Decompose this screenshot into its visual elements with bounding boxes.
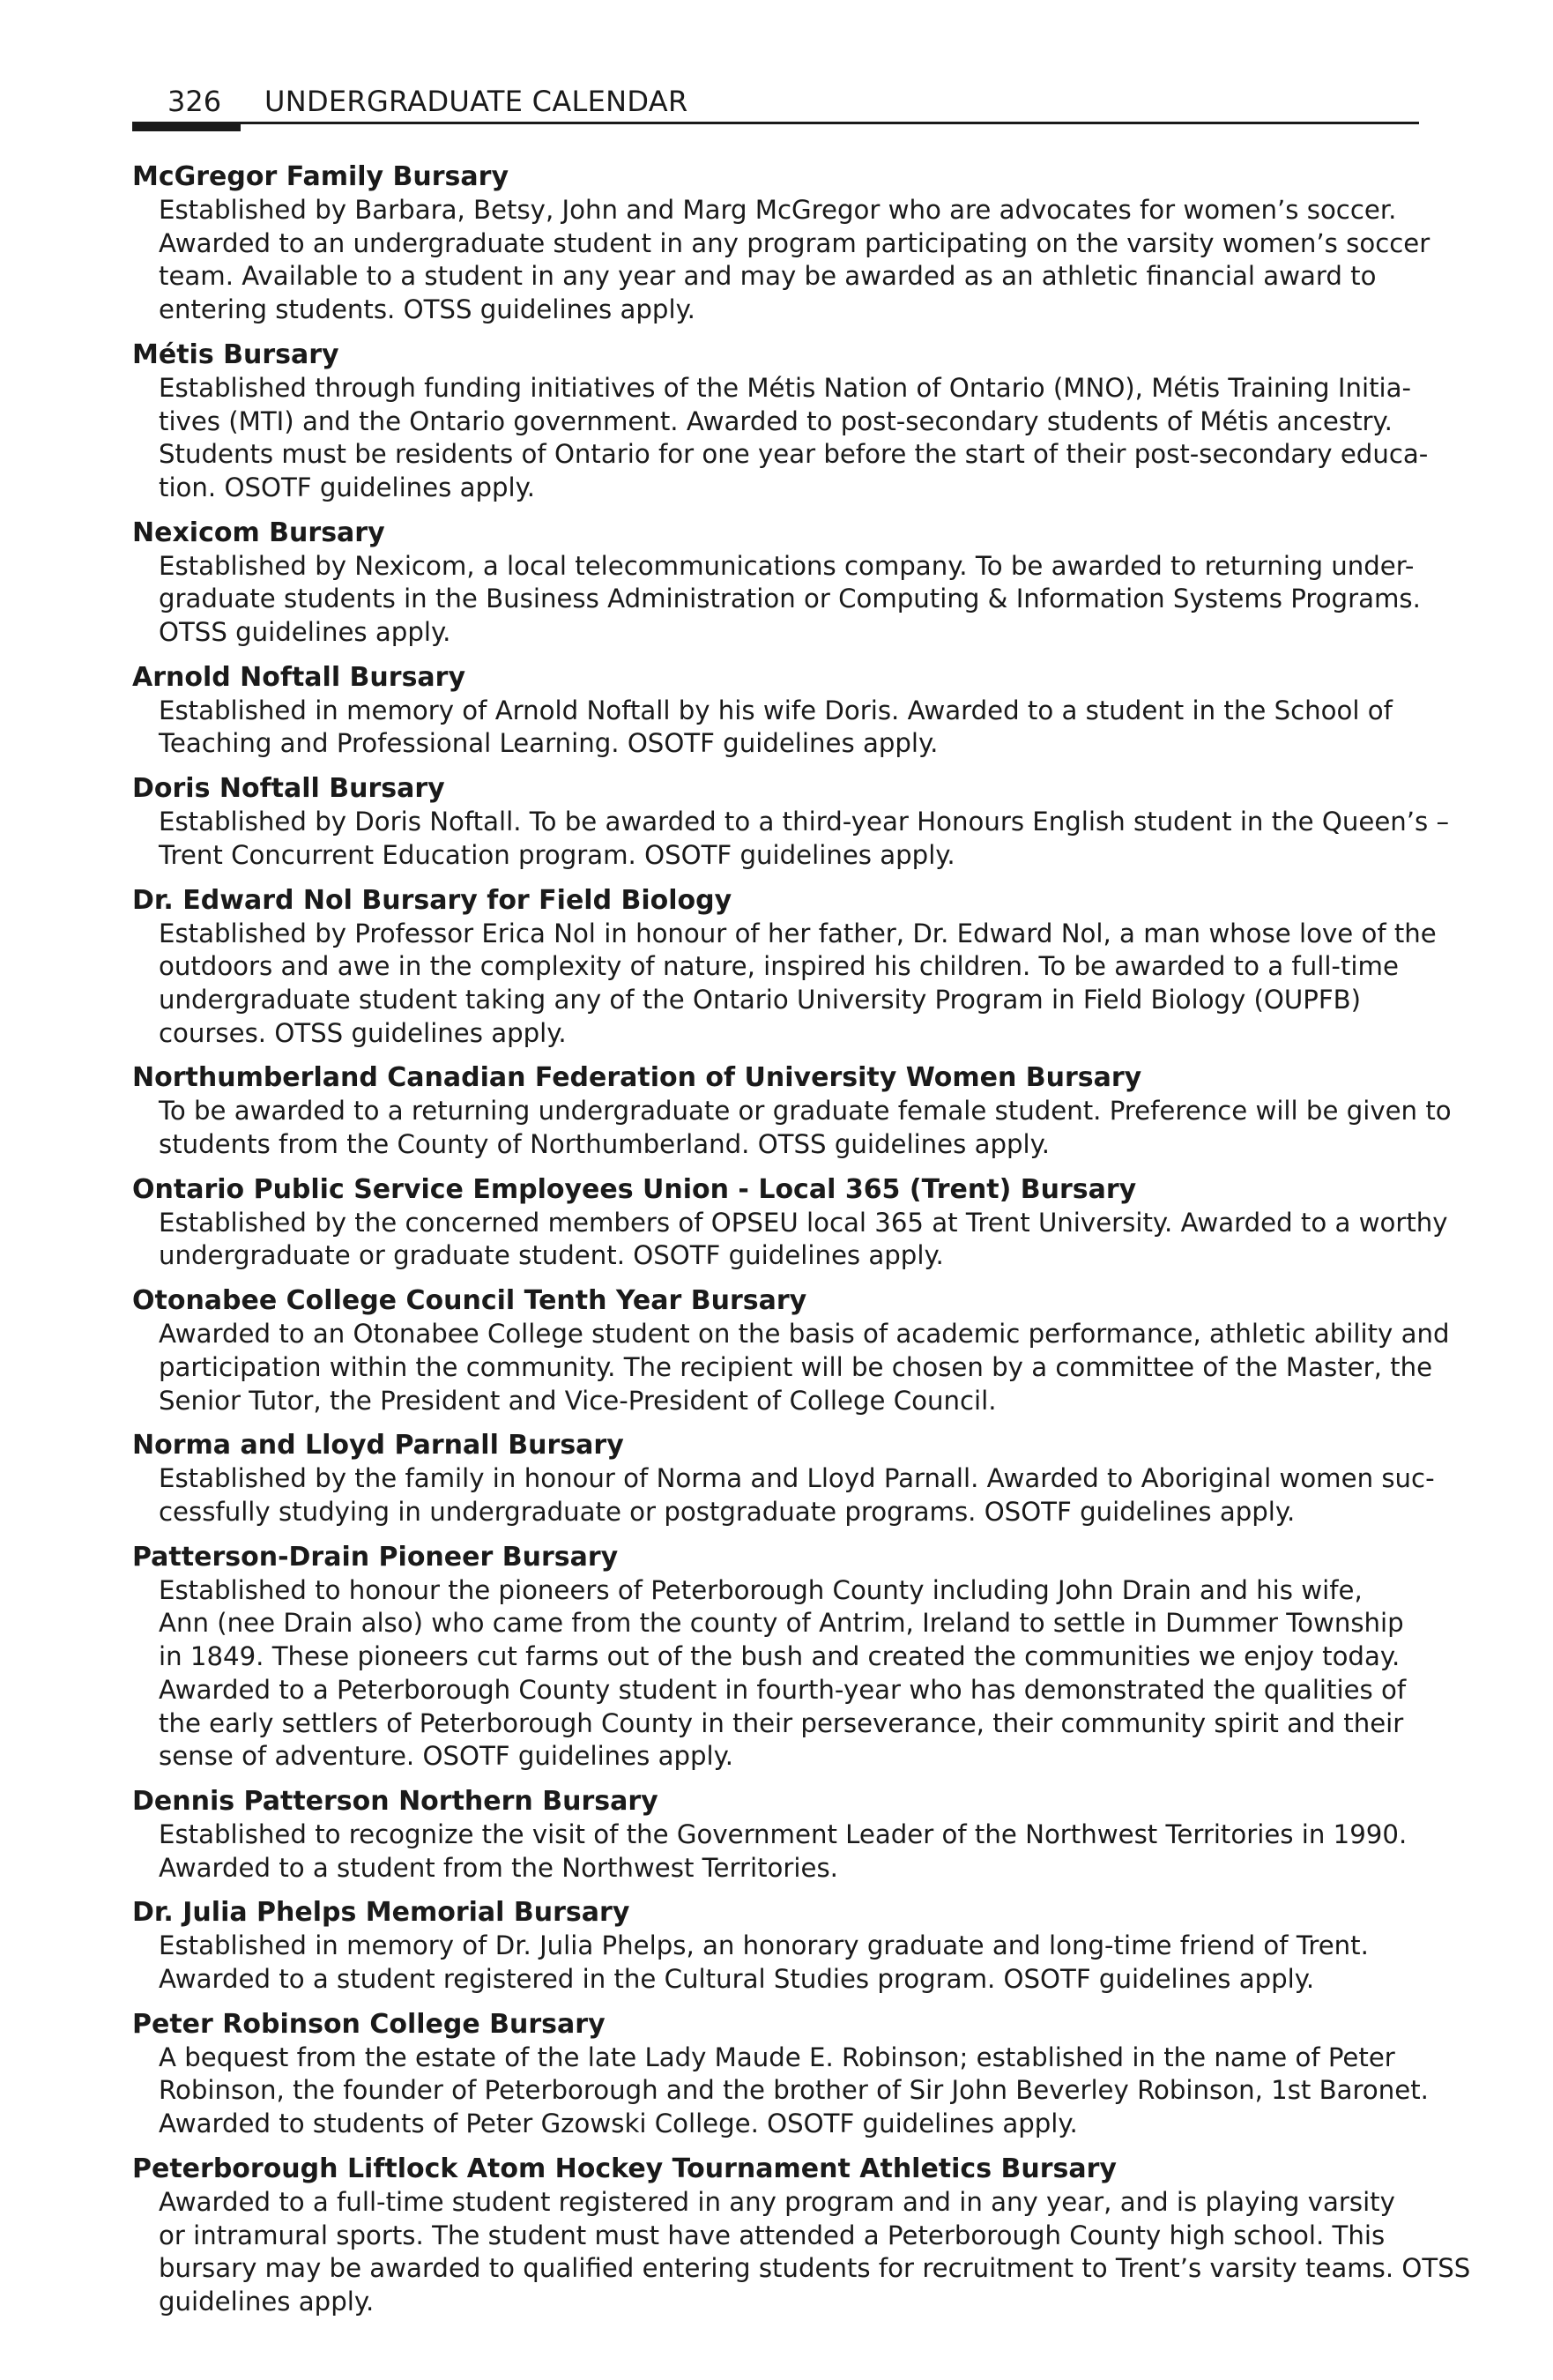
bursary-title: Métis Bursary xyxy=(132,338,339,370)
description-line: tion. OSOTF guidelines apply. xyxy=(159,472,536,502)
bursary-description xyxy=(159,194,1437,327)
description-line: Established to honour the pioneers of Peterborough County including John Drain and his wife, xyxy=(159,1574,1363,1605)
bursary-title: Dr. Edward Nol Bursary for Field Biology xyxy=(132,884,732,916)
description-line: sense of adventure. OSOTF guidelines apply. xyxy=(159,1741,734,1772)
description-line: Established by Professor Erica Nol in honour of her father, Dr. Edward Nol, a man whose love of the xyxy=(159,918,1437,948)
description-line: or intramural sports. The student must have attended a Peterborough County high school. This xyxy=(159,2220,1386,2250)
bursary-entry xyxy=(132,1429,1437,1528)
description-line: entering students. OTSS guidelines apply. xyxy=(159,294,695,325)
bursary-title: McGregor Family Bursary xyxy=(132,161,509,192)
bursary-title: Dr. Julia Phelps Memorial Bursary xyxy=(132,1897,630,1929)
description-line: Awarded to a Peterborough County student in fourth-year who has demonstrated the qualities of xyxy=(159,1674,1407,1705)
description-line: Awarded to an Otonabee College student on the basis of academic performance, athletic ability and xyxy=(159,1319,1450,1350)
header-rule-block xyxy=(132,122,241,131)
header-rule xyxy=(132,122,1419,124)
bursary-description xyxy=(159,1818,1437,1885)
bursary-title: Nexicom Bursary xyxy=(132,517,385,548)
bursary-entry xyxy=(132,160,1437,327)
description-line: Senior Tutor, the President and Vice-President of College Council. xyxy=(159,1385,997,1416)
bursary-description xyxy=(159,1930,1437,1996)
description-line: in 1849. These pioneers cut farms out of the bush and created the communities we enjoy today. xyxy=(159,1641,1401,1672)
bursary-description xyxy=(159,1574,1437,1774)
description-line: students from the County of Northumberland. OTSS guidelines apply. xyxy=(159,1129,1051,1160)
bursary-entry xyxy=(132,1785,1437,1885)
bursary-title: Norma and Lloyd Parnall Bursary xyxy=(132,1430,624,1461)
bursary-title: Peter Robinson College Bursary xyxy=(132,2008,606,2040)
description-line: the early settlers of Peterborough County in their perseverance, their community spirit and their xyxy=(159,1707,1404,1738)
description-line: Established through funding initiatives of the Métis Nation of Ontario (MNO), Métis Training Initia- xyxy=(159,372,1412,403)
description-line: courses. OTSS guidelines apply. xyxy=(159,1017,567,1048)
description-line: cessfully studying in undergraduate or postgraduate programs. OSOTF guidelines apply. xyxy=(159,1496,1296,1527)
description-line: undergraduate student taking any of the Ontario University Program in Field Biology (OUPFB) xyxy=(159,984,1362,1015)
bursary-description xyxy=(159,1462,1437,1528)
description-line: guidelines apply. xyxy=(159,2286,375,2317)
bursary-title: Patterson-Drain Pioneer Bursary xyxy=(132,1541,619,1573)
bursary-entry xyxy=(132,517,1437,650)
running-head: UNDERGRADUATE CALENDAR xyxy=(264,85,688,118)
description-line: Students must be residents of Ontario for one year before the start of their post-secondary educa- xyxy=(159,439,1429,470)
description-line: Awarded to an undergraduate student in any program participating on the varsity women’s soccer xyxy=(159,227,1430,258)
page-header xyxy=(132,81,1419,134)
bursary-description xyxy=(159,695,1437,761)
description-line: Awarded to a student registered in the Cultural Studies program. OSOTF guidelines apply. xyxy=(159,1964,1315,1995)
bursary-description xyxy=(159,2042,1437,2141)
bursary-description xyxy=(159,1207,1448,1273)
description-line: Established by the concerned members of OPSEU local 365 at Trent University. Awarded to a worthy xyxy=(159,1207,1448,1238)
description-line: Robinson, the founder of Peterborough and the brother of Sir John Beverley Robinson, 1st Baronet. xyxy=(159,2075,1429,2106)
bursary-description xyxy=(159,372,1437,505)
bursary-description xyxy=(159,806,1450,872)
bursary-description xyxy=(159,1318,1450,1417)
bursary-entry xyxy=(132,338,1437,505)
bursary-title: Peterborough Liftlock Atom Hockey Tournament Athletics Bursary xyxy=(132,2153,1117,2184)
bursary-entry xyxy=(132,2008,1437,2141)
description-line: To be awarded to a returning undergraduate or graduate female student. Preference will be given to xyxy=(159,1096,1452,1127)
bursary-title: Doris Noftall Bursary xyxy=(132,773,445,805)
description-line: tives (MTI) and the Ontario government. Awarded to post-secondary students of Métis ancestry. xyxy=(159,405,1393,436)
bursary-description xyxy=(159,550,1437,650)
description-line: Trent Concurrent Education program. OSOTF guidelines apply. xyxy=(159,839,955,870)
description-line: Established in memory of Dr. Julia Phelps, an honorary graduate and long-time friend of Trent. xyxy=(159,1930,1369,1961)
description-line: participation within the community. The recipient will be chosen by a committee of the Master, the xyxy=(159,1351,1433,1382)
description-line: Established by Doris Noftall. To be awarded to a third-year Honours English student in the Queen’s – xyxy=(159,807,1450,837)
bursary-entry xyxy=(132,1173,1448,1273)
bursary-description xyxy=(159,2186,1471,2319)
description-line: outdoors and awe in the complexity of nature, inspired his children. To be awarded to a full-time xyxy=(159,951,1399,982)
description-line: team. Available to a student in any year and may be awarded as an athletic financial award to xyxy=(159,261,1377,292)
description-line: Ann (nee Drain also) who came from the county of Antrim, Ireland to settle in Dummer Township xyxy=(159,1608,1404,1639)
description-line: OTSS guidelines apply. xyxy=(159,617,451,648)
bursary-title: Arnold Noftall Bursary xyxy=(132,661,466,693)
description-line: Established by the family in honour of Norma and Lloyd Parnall. Awarded to Aboriginal women suc- xyxy=(159,1463,1435,1494)
description-line: Awarded to a student from the Northwest Territories. xyxy=(159,1852,838,1883)
bursary-description xyxy=(159,918,1437,1051)
description-line: Established in memory of Arnold Noftall by his wife Doris. Awarded to a student in the School of xyxy=(159,695,1393,725)
bursary-description xyxy=(159,1095,1452,1161)
description-line: Established by Nexicom, a local telecommunications company. To be awarded to returning under- xyxy=(159,550,1415,581)
description-line: Awarded to a full-time student registered in any program and in any year, and is playing varsity xyxy=(159,2186,1395,2217)
bursary-entry xyxy=(132,1541,1437,1774)
description-line: Established by Barbara, Betsy, John and Marg McGregor who are advocates for women’s soccer. xyxy=(159,195,1397,225)
bursary-entry xyxy=(132,772,1450,872)
bursary-title: Dennis Patterson Northern Bursary xyxy=(132,1785,658,1817)
bursary-title: Ontario Public Service Employees Union - Local 365 (Trent) Bursary xyxy=(132,1173,1137,1205)
bursary-title: Northumberland Canadian Federation of University Women Bursary xyxy=(132,1062,1142,1094)
bursary-entry xyxy=(132,1284,1450,1417)
description-line: graduate students in the Business Administration or Computing & Information Systems Programs. xyxy=(159,584,1421,614)
description-line: Teaching and Professional Learning. OSOTF guidelines apply. xyxy=(159,728,939,759)
description-line: A bequest from the estate of the late Lady Maude E. Robinson; established in the name of Peter xyxy=(159,2042,1395,2072)
page-number: 326 xyxy=(167,85,222,118)
bursary-entry xyxy=(132,1061,1452,1161)
bursary-entry xyxy=(132,1896,1437,1996)
bursary-list xyxy=(132,160,1471,2331)
bursary-entry xyxy=(132,884,1437,1051)
bursary-title: Otonabee College Council Tenth Year Bursary xyxy=(132,1285,807,1317)
bursary-entry xyxy=(132,2153,1471,2319)
bursary-entry xyxy=(132,661,1437,761)
description-line: Established to recognize the visit of the Government Leader of the Northwest Territories in 1990. xyxy=(159,1818,1408,1849)
description-line: Awarded to students of Peter Gzowski College. OSOTF guidelines apply. xyxy=(159,2109,1078,2139)
description-line: bursary may be awarded to qualified entering students for recruitment to Trent’s varsity teams. OTSS xyxy=(159,2253,1471,2284)
description-line: undergraduate or graduate student. OSOTF guidelines apply. xyxy=(159,1240,944,1271)
